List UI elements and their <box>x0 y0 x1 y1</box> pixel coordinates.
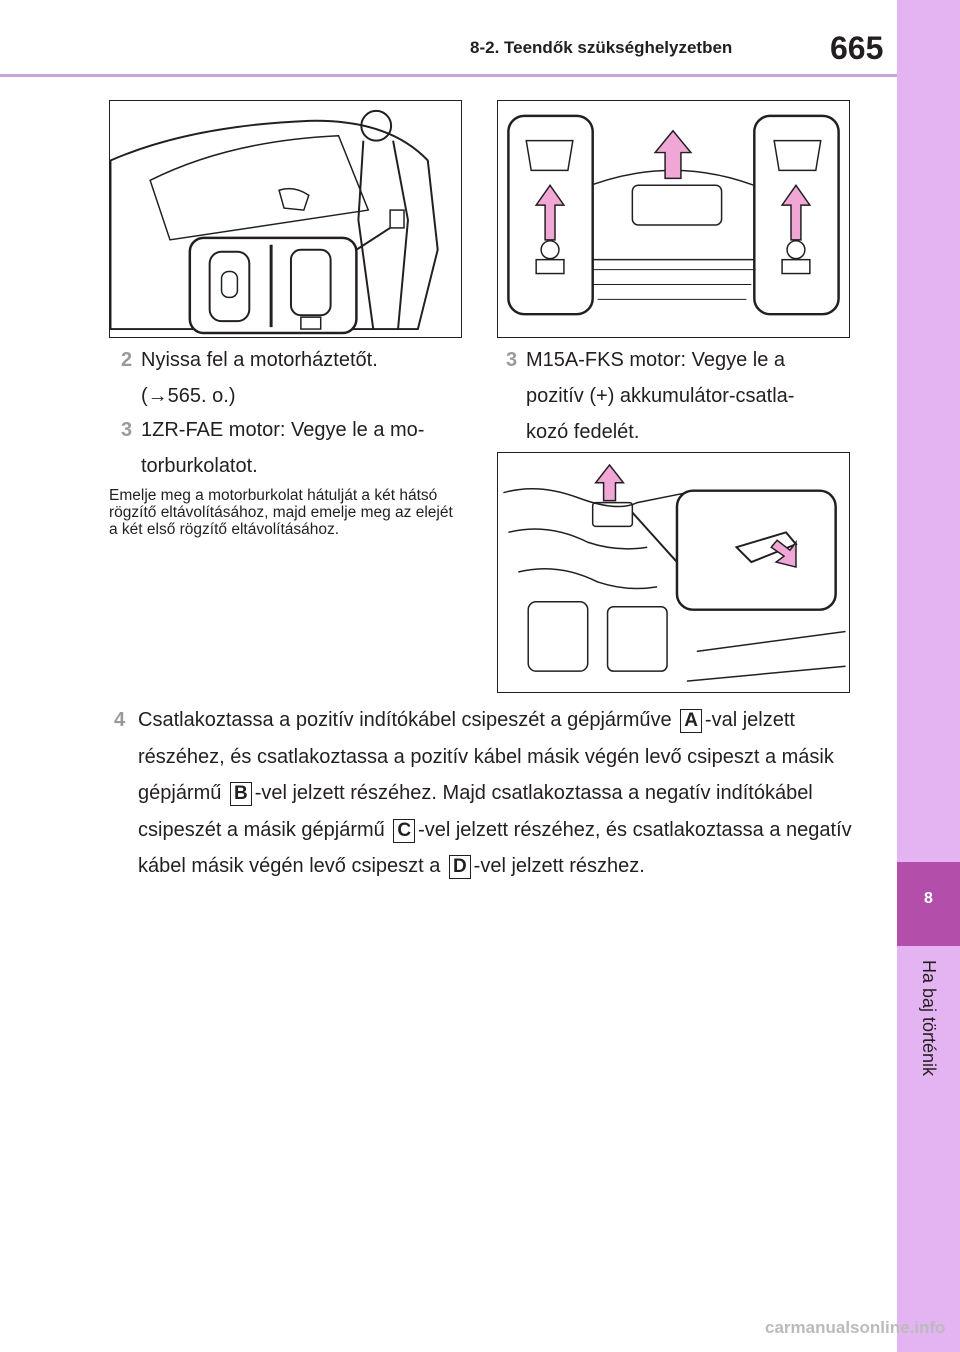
step-text-line: pozitív (+) akkumulátor-csatla- <box>526 385 795 407</box>
step-number: 3 <box>121 419 133 441</box>
chapter-number: 8 <box>924 890 933 907</box>
step-text: -val jelzett részéhez, és csatlakoztassa a pozitív kábel másik végén levő csipeszt a másik gépjármű <box>138 709 834 804</box>
step-text-line: kozó fedelét. <box>526 421 640 443</box>
note-text: Emelje meg a motorburkolat hátulját a két hátsó rögzítő eltávolításához, majd emelje meg az elejét a két első rögzítő eltávolításához. <box>109 487 453 538</box>
step-3-1zr <box>121 412 471 484</box>
step-text: -vel jelzett részéhez, és csatlakoztassa a negatív kábel másik végén levő csipeszt a <box>138 818 852 877</box>
side-tab <box>897 0 960 1352</box>
step-text: -vel jelzett részhez. <box>473 855 645 877</box>
battery-cover-illustration <box>498 453 849 692</box>
section-title: 8-2. Teendők szükséghelyzetben <box>470 38 733 57</box>
step-3-m15a <box>506 342 856 450</box>
engine-cover-illustration <box>498 101 849 337</box>
step-text: -vel jelzett részéhez. Majd csatlakoztassa a negatív indítókábel csipeszét a másik gépjármű <box>138 782 813 841</box>
step-text-line: torburkolatot. <box>141 455 258 477</box>
label-d: D <box>449 855 471 879</box>
step-number: 3 <box>506 349 518 371</box>
step-text-line: 1ZR-FAE motor: Vegye le a mo- <box>141 419 425 441</box>
step-number: 2 <box>121 349 133 371</box>
figure-smart-key <box>109 100 462 338</box>
watermark: carmanualsonline.info <box>765 1318 946 1337</box>
step-text-line: (→565. o.) <box>141 385 236 407</box>
step-text: Csatlakoztassa a pozitív indítókábel csipeszét a gépjárműve <box>138 709 672 731</box>
label-a: A <box>680 709 702 733</box>
figure-engine-cover <box>497 100 850 338</box>
page-number: 665 <box>830 30 884 66</box>
step-text-line: M15A-FKS motor: Vegye le a <box>526 349 786 371</box>
up-arrow <box>596 465 624 501</box>
car-and-key-illustration <box>110 101 461 337</box>
step-text-line: Nyissa fel a motorháztetőt. <box>141 349 378 371</box>
chapter-label: Ha baj történik <box>919 960 939 1077</box>
step-4 <box>114 702 858 885</box>
label-c: C <box>393 819 415 843</box>
figure-battery-cover <box>497 452 850 693</box>
step-2 <box>121 342 378 414</box>
step-number: 4 <box>114 709 126 731</box>
header-rule <box>0 74 897 77</box>
label-b: B <box>230 782 252 806</box>
